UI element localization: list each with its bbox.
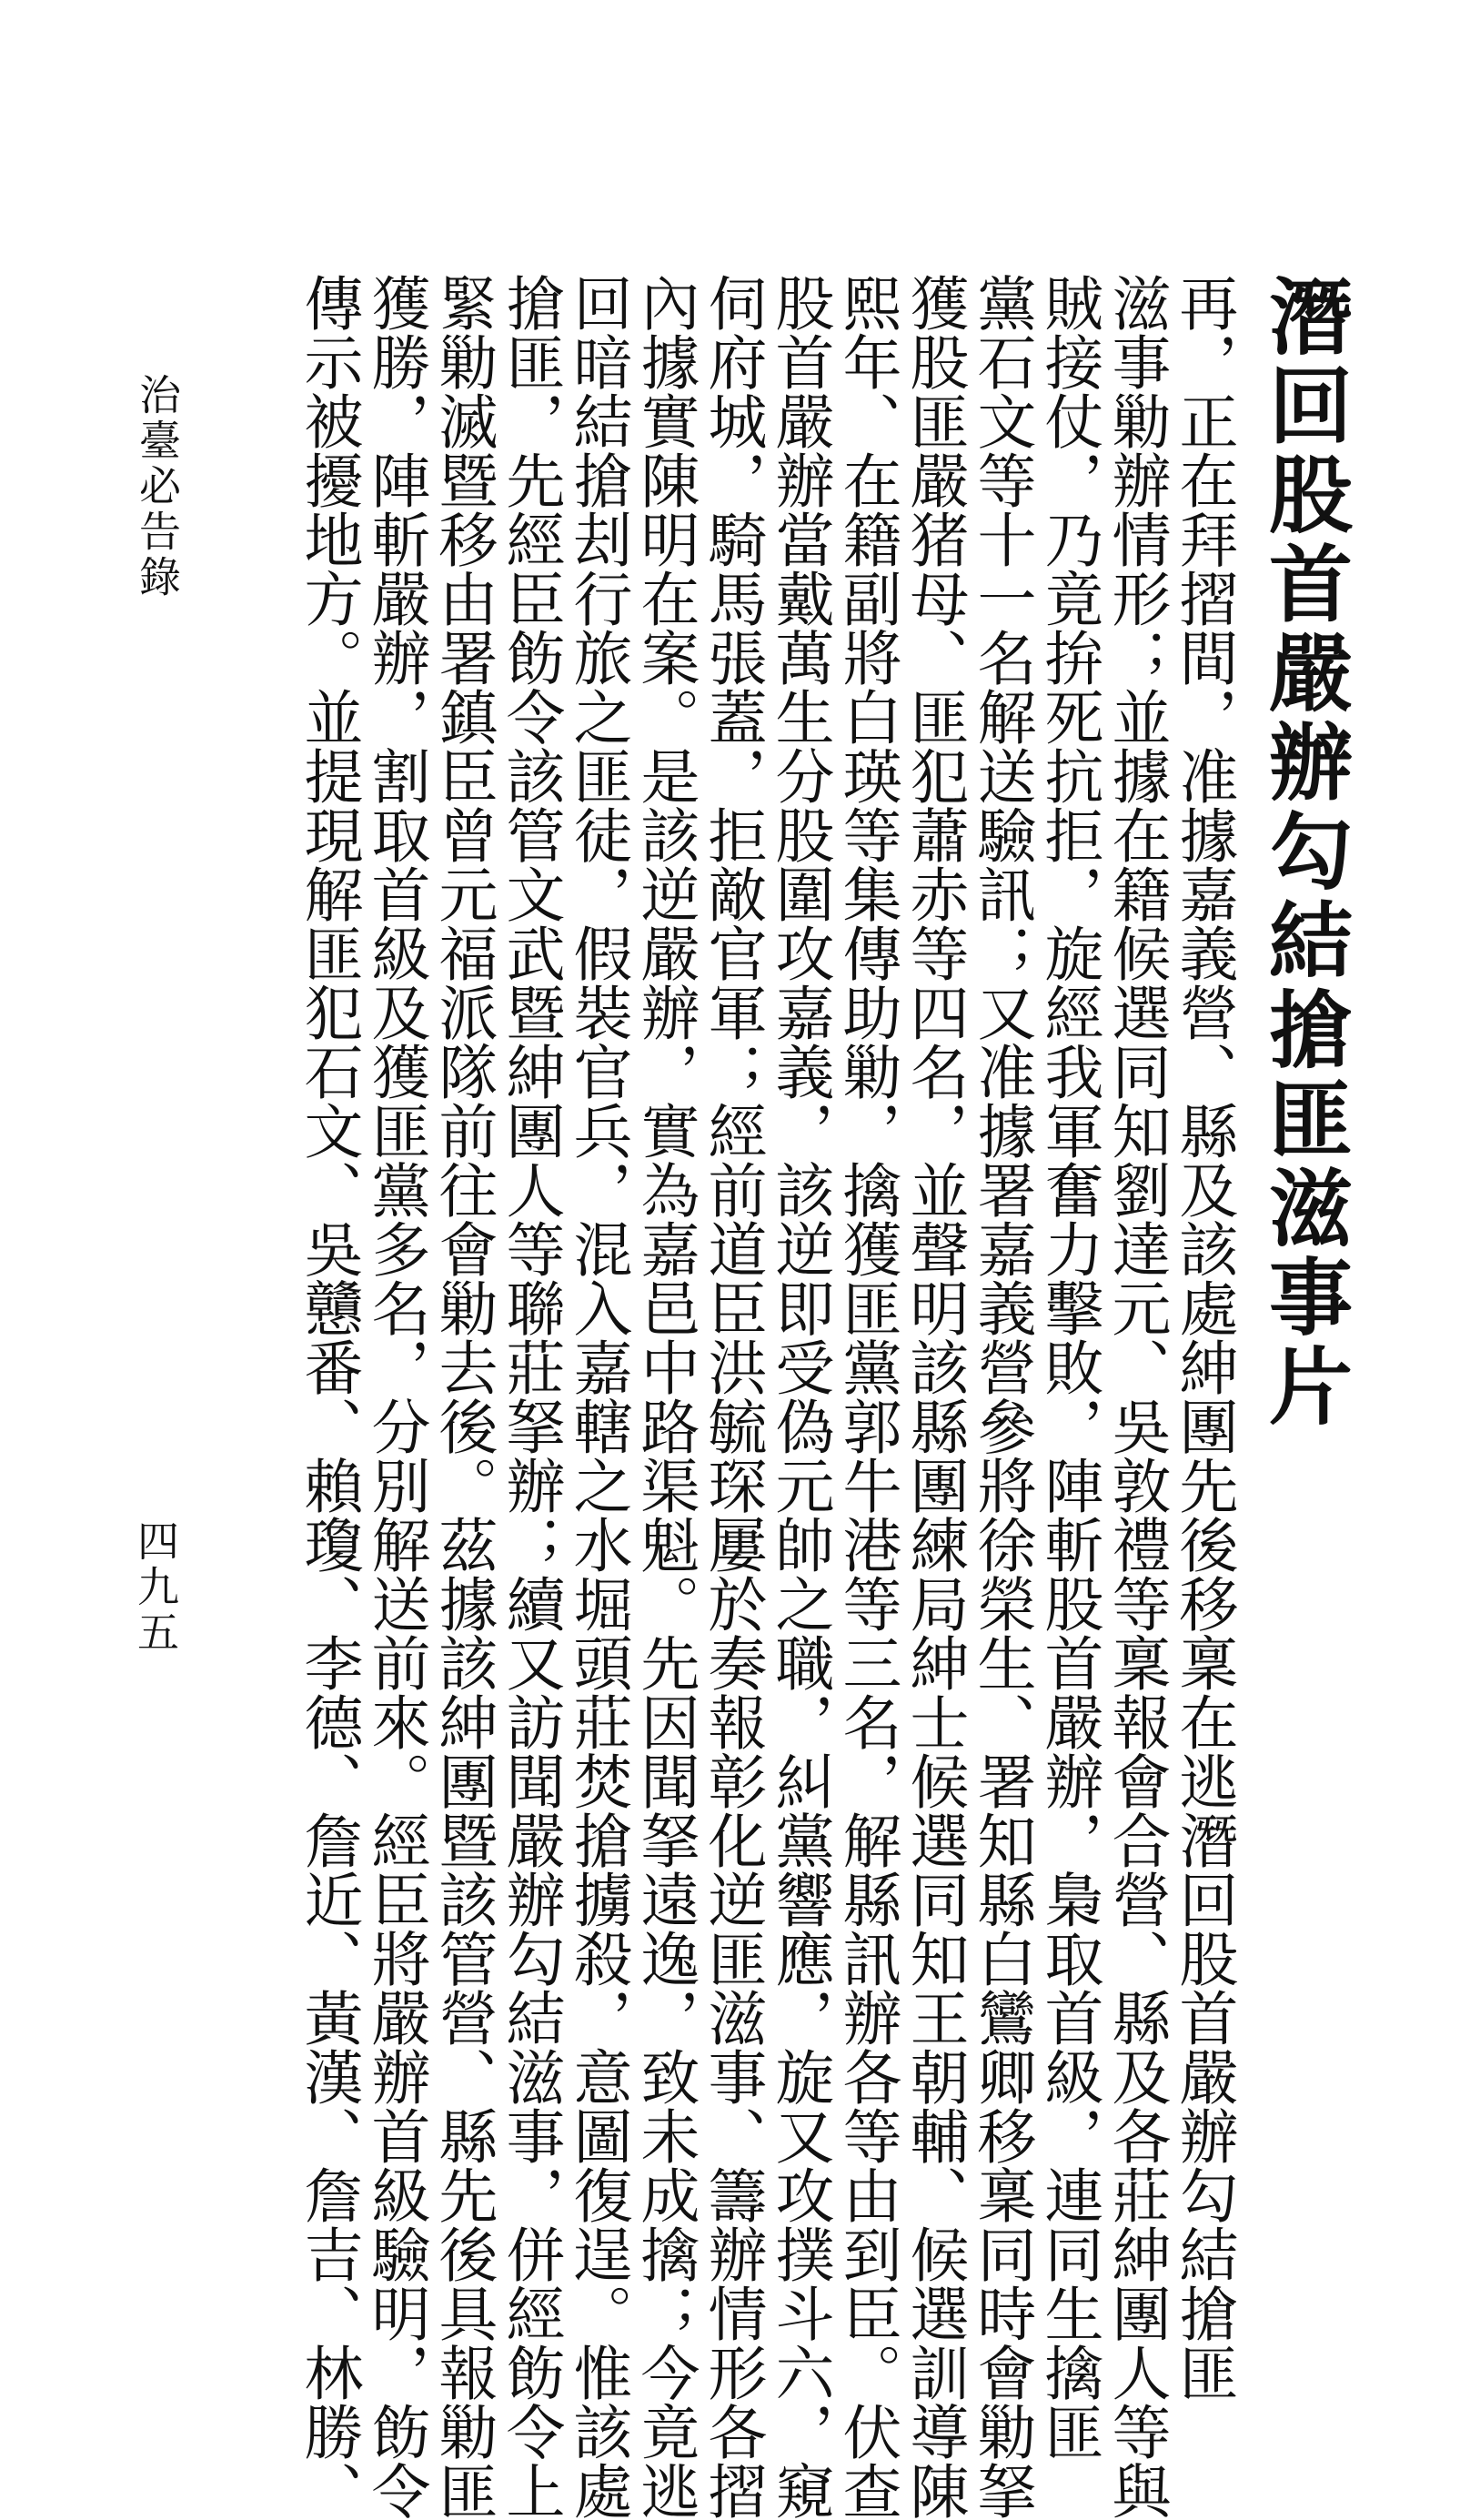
document-title: 潛回股首嚴辦勾結搶匪滋事片: [1255, 273, 1354, 1432]
text-column-3: 賊接仗，乃竟拚死抗拒，旋經我軍奮力擊敗，陣斬股首嚴辦，梟取首級，連同生擒匪: [1034, 273, 1102, 2461]
text-column-8: 伺府城，騎馬張蓋，拒敵官軍；經前道臣洪毓琛屢於奏報彰化逆匪滋事、籌辦情形各摺: [698, 273, 766, 2520]
text-column-11: 搶匪，先經臣飭令該管文武暨紳團人等聯莊拏辦；續又訪聞嚴辦勾結滋事，併經飭令上: [496, 273, 564, 2520]
text-column-13: 獲勝，陣斬嚴辦，割取首級及獲匪黨多名，分別解送前來。經臣將嚴辦首級驗明，飭令: [361, 273, 429, 2520]
text-column-1: 再，正在拜摺間，准據嘉義營、縣及該處紳團先後移稟在逃潛回股首嚴辦勾結搶匪: [1169, 273, 1237, 2402]
text-column-10: 回暗結搶刦行旅之匪徒，假裝官兵，混入嘉轄之水堀頭莊焚搶擄殺，意圖復逞。惟該處: [563, 273, 631, 2520]
page-number: 四九五: [131, 1519, 180, 1656]
text-column-7: 股首嚴辦當戴萬生分股圍攻嘉義，該逆即受偽元帥之職，糾黨響應，旋又攻撲斗六，窺: [765, 273, 833, 2520]
book-title-margin-label: 治臺必告錄: [133, 373, 182, 600]
text-column-12: 緊勦滅暨移由署鎮臣曾元福派隊前往會勦去後。茲據該紳團暨該管營、縣先後具報勦匪: [428, 273, 497, 2520]
text-column-5: 獲股匪嚴猪母、匪犯蕭赤等四名，並聲明該縣團練局紳士候選同知王朝輔、候選訓導陳: [900, 273, 968, 2520]
text-column-6: 熙年、在籍副將白瑛等集傳助勦，擒獲匪黨郭牛港等三名，解縣訊辦各等由到臣。伏查: [832, 273, 901, 2520]
text-column-9: 內據實陳明在案。是該逆嚴辦，實為嘉邑中路渠魁。先因聞拏遠逸，致未成擒；今竟逃: [630, 273, 699, 2520]
text-column-14: 傳示被擾地方。並提現解匪犯石文、吳戇番、賴瓊、李德、詹近、黃漢、詹吉、林勝、: [294, 273, 362, 2520]
text-column-2: 滋事勦辦情形；並據在籍候選同知劉達元、吳敦禮等稟報會合營、縣及各莊紳團人等與: [1102, 273, 1170, 2520]
text-column-4: 黨石文等十一名解送驗訊；又准據署嘉義營參將徐榮生、署知縣白鸞卿移稟同時會勦拏: [967, 273, 1035, 2520]
